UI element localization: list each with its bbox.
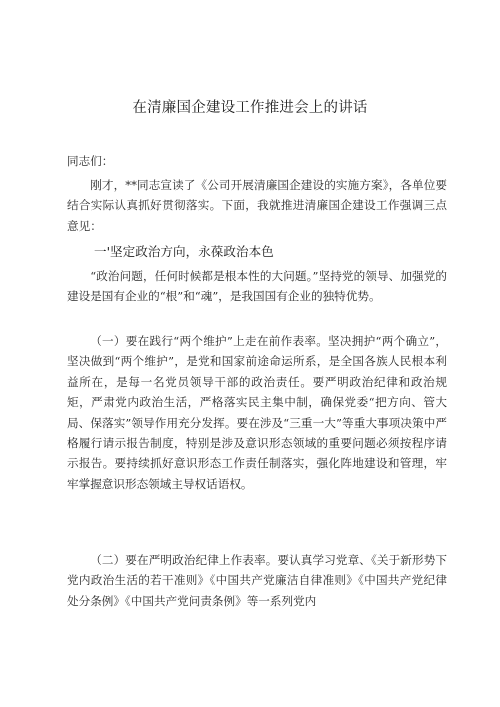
paragraph-text: （二）要在严明政治纪律上作表率。要认真学习党章、《关于新形势下党内政治生活的若干准则》《中国共产党廉洁自律准则》《中国共产党纪律处分条例》《中国共产党问责条例》等一系列党内 (67, 553, 447, 608)
subsection-paragraph-1 (67, 331, 447, 494)
salutation: 同志们： (67, 154, 114, 168)
paragraph-text: （一）要在践行“两个维护”上走在前作表率。坚决拥护“两个确立”，坚决做到“两个维护”，是党和国家前途命运所系，是全国各族人民根本利益所在，是每一名党员领导干部的政治责任。要严明政治纪律和政治规矩，严肃党内政治生活，严格落实民主集中制，确保党委“把方向、管大局、保落实”领导作用充分发挥。要在涉及“三重一大”等重大事项决策中严格履行请示报告制度，特别是涉及意识形态领域的重要问题必须按程序请示报告。要持续抓好意识形态工作责任制落实，强化阵地建设和管理，牢牢掌握意识形态领域主导权话语权。 (67, 334, 447, 491)
document-title: 在清廉国企建设工作推进会上的讲话 (132, 100, 368, 116)
paragraph-text: “政治问题，任何时候都是根本性的大问题。”坚持党的领导、加强党的建设是国有企业的“根”和“魂”，是我国国有企业的独特优势。 (67, 269, 447, 304)
subsection-paragraph-2 (67, 550, 447, 611)
section-heading: 一'坚定政治方向，永葆政治本色 (94, 244, 274, 259)
section-paragraph (67, 266, 447, 307)
paragraph-text: 刚才，**同志宣读了《公司开展清廉国企建设的实施方案》，各单位要结合实际认真抓好贯彻落实。下面，我就推进清廉国企建设工作强调三点意见： (67, 178, 447, 233)
intro-paragraph (67, 175, 447, 236)
